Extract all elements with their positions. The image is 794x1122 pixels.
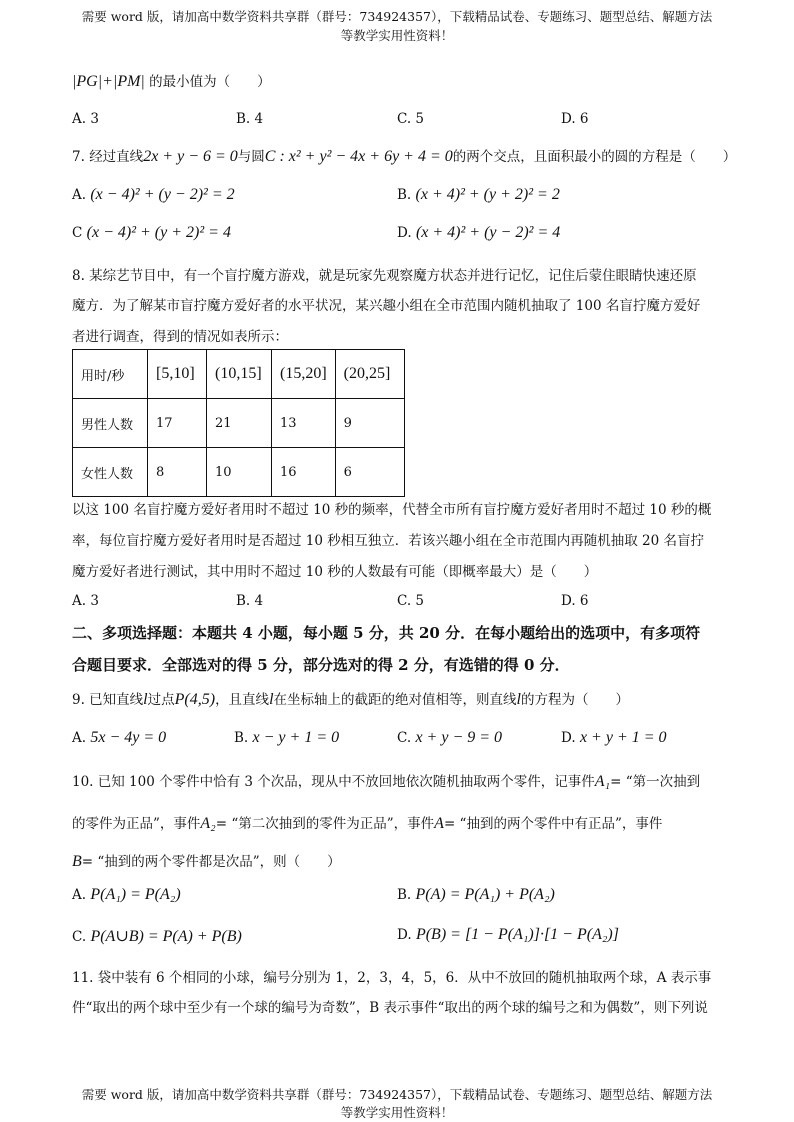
q7-number: 7. (72, 149, 85, 165)
q10-event-a1: A₁ (594, 773, 611, 790)
q8-table-header: (20,25] (335, 350, 404, 399)
section2-heading-line-2: 合题目要求．全部选对的得 5 分，部分选对的得 2 分，有选错的得 0 分． (72, 656, 570, 674)
q10-option-a-expr: P(A₁) = P(A₂) (90, 886, 181, 903)
q7-option-b-label: B. (397, 187, 412, 203)
q8-option-d: D. 6 (561, 593, 589, 609)
q8-table-header: (10,15] (207, 350, 272, 399)
q8-table (72, 349, 405, 497)
q10-line-2-mid: = “第二次抽到的零件为正品”，事件 (215, 816, 435, 832)
q7-option-d-label: D. (397, 225, 412, 241)
q7-option-c (72, 224, 231, 242)
q9-point: P(4,5) (174, 691, 216, 708)
q8-line-3: 者进行调查，得到的情况如表所示： (72, 329, 288, 345)
q9-pre: 9. 已知直线 (72, 692, 144, 708)
q9-option-b (234, 729, 339, 747)
header-line-2: 等教学实用性资料！ (340, 28, 454, 43)
q10-event-a: A (434, 815, 444, 832)
q8-table-cell: 17 (148, 399, 207, 448)
q8-table-cell: 6 (335, 448, 404, 497)
q9-line-symbol: l (143, 691, 148, 708)
q10-option-c (72, 926, 242, 946)
q8-table-cell: 21 (207, 399, 272, 448)
q10-option-b (397, 886, 555, 904)
q7-mid: 与圆 (237, 149, 265, 165)
section2-heading-line-1: 二、多项选择题：本题共 4 小题，每小题 5 分，共 20 分．在每小题给出的选项中，有多项符 (72, 624, 701, 642)
q8-table-header-row (73, 350, 405, 399)
q10-option-b-expr: P(A) = P(A₁) + P(A₂) (415, 886, 555, 903)
q9-line-symbol: l (269, 691, 274, 708)
q7-pre: 经过直线 (89, 149, 144, 165)
q9-option-c-expr: x + y − 9 = 0 (415, 729, 503, 746)
q8-line-4: 以这 100 名盲拧魔方爱好者用时不超过 10 秒的频率，代替全市所有盲拧魔方爱好者用时不超过 10 秒的概 (72, 502, 712, 518)
q8-line-1: 8. 某综艺节目中，有一个盲拧魔方游戏，就是玩家先观察魔方状态并进行记忆，记住后蒙住眼睛快速还原 (72, 268, 697, 284)
q10-line-1-post: = “第一次抽到 (610, 774, 701, 790)
q8-table-header: 用时/秒 (73, 350, 148, 399)
q8-table-cell: 男性人数 (73, 399, 148, 448)
q9-option-a-label: A. (72, 730, 87, 746)
q8-option-c: C. 5 (397, 593, 425, 609)
q7-option-a (72, 186, 235, 204)
q8-table-row (73, 399, 405, 448)
q9-option-c-label: C. (397, 730, 412, 746)
q7-option-c-label: C (72, 225, 83, 241)
q10-option-b-label: B. (397, 887, 412, 903)
q8-table-row (73, 448, 405, 497)
q9-mid-1: 过点 (147, 692, 175, 708)
q10-option-d-label: D. (397, 927, 412, 943)
q8-line-2: 魔方．为了解某市盲拧魔方爱好者的水平状况，某兴趣小组在全市范围内随机抽取了 100 名盲拧魔方爱好 (72, 298, 701, 314)
q9-mid-3: 在坐标轴上的截距的绝对值相等，则直线 (273, 692, 517, 708)
q9-option-c (397, 729, 502, 747)
q7-option-d (397, 224, 560, 242)
q10-option-a-label: A. (72, 887, 87, 903)
q8-table-cell: 9 (335, 399, 404, 448)
q10-line-3 (72, 850, 341, 871)
q9-stem (72, 688, 629, 709)
q8-table-cell: 8 (148, 448, 207, 497)
q10-option-d-expr: P(B) = [1 − P(A₁)]·[1 − P(A₂)] (415, 926, 619, 943)
q11-line-1: 11. 袋中装有 6 个相同的小球，编号分别为 1，2，3，4，5，6．从中不放回的随机抽取两个球，A 表示事 (72, 970, 712, 986)
q10-line-1-pre: 10. 已知 100 个零件中恰有 3 个次品，现从中不放回地依次随机抽取两个零件，记事件 (72, 774, 595, 790)
q9-option-d-expr: x + y + 1 = 0 (579, 729, 667, 746)
q6-option-d: D. 6 (561, 111, 589, 127)
header-line-1: 需要 word 版，请加高中数学资料共享群（群号：734924357），下载精品试卷、专题练习、题型总结、解题方法 (81, 9, 713, 24)
q6-option-a: A. 3 (72, 111, 99, 127)
q6-option-c: C. 5 (397, 111, 425, 127)
q8-option-b: B. 4 (236, 593, 264, 609)
q8-option-a: A. 3 (72, 593, 99, 609)
q7-option-b (397, 186, 560, 204)
q7-circle-equation: C : x² + y² − 4x + 6y + 4 = 0 (264, 148, 453, 165)
q8-line-5: 率，每位盲拧魔方爱好者用时是否超过 10 秒相互独立．若该兴趣小组在全市范围内再随机抽取 20 名盲拧 (72, 533, 705, 549)
q9-line-symbol: l (516, 691, 521, 708)
q6-option-b: B. 4 (236, 111, 264, 127)
footer-line-2: 等教学实用性资料！ (340, 1105, 454, 1120)
q9-option-d-label: D. (561, 730, 576, 746)
q10-line-3-post: = “抽到的两个零件都是次品”，则（ ） (81, 854, 341, 870)
q7-line-equation: 2x + y − 6 = 0 (143, 148, 238, 165)
q10-option-a (72, 886, 181, 904)
q10-line-2 (72, 812, 662, 833)
q10-line-2-pre: 的零件为正品”，事件 (72, 816, 201, 832)
q7-option-a-label: A. (72, 187, 87, 203)
q10-line-1 (72, 770, 700, 791)
q10-option-d (397, 926, 619, 944)
q7-option-c-expr: (x − 4)² + (y + 2)² = 4 (86, 224, 231, 241)
q10-option-c-label: C. (72, 929, 87, 945)
q9-mid-2: ，且直线 (215, 692, 270, 708)
q6-stem (72, 70, 271, 91)
q9-option-d (561, 729, 667, 747)
q10-event-b: B (72, 853, 82, 870)
q7-post: 的两个交点，且面积最小的圆的方程是（ ） (452, 149, 737, 165)
q9-option-a-expr: 5x − 4y = 0 (90, 729, 167, 746)
q6-text: 的最小值为（ ） (149, 74, 271, 90)
q8-table-header: [5,10] (148, 350, 207, 399)
q9-option-b-label: B. (234, 730, 249, 746)
q8-table-cell: 10 (207, 448, 272, 497)
q8-table-cell: 女性人数 (73, 448, 148, 497)
q10-event-a2: A₂ (200, 815, 216, 832)
q7-option-b-expr: (x + 4)² + (y + 2)² = 2 (415, 186, 560, 203)
q10-option-c-expr: P(A∪B) = P(A) + P(B) (90, 928, 242, 945)
q7-option-a-expr: (x − 4)² + (y − 2)² = 2 (90, 186, 235, 203)
q8-table-cell: 13 (272, 399, 336, 448)
q8-line-6: 魔方爱好者进行测试，其中用时不超过 10 秒的人数最有可能（即概率最大）是（ ） (72, 564, 598, 580)
q11-line-2: 件“取出的两个球中至少有一个球的编号为奇数”，B 表示事件“取出的两个球的编号之和为偶数”，则下列说 (72, 1000, 708, 1016)
q9-option-a (72, 729, 166, 747)
footer-line-1: 需要 word 版，请加高中数学资料共享群（群号：734924357），下载精品试卷、专题练习、题型总结、解题方法 (81, 1087, 713, 1102)
q6-expression: |PG|+|PM| (72, 73, 145, 90)
q10-line-2-post: = “抽到的两个零件中有正品”，事件 (443, 816, 663, 832)
q8-table-cell: 16 (272, 448, 336, 497)
q8-table-header: (15,20] (272, 350, 336, 399)
q9-option-b-expr: x − y + 1 = 0 (252, 729, 340, 746)
q7-stem (72, 145, 736, 166)
q7-option-d-expr: (x + 4)² + (y − 2)² = 4 (415, 224, 561, 241)
q9-post: 的方程为（ ） (520, 692, 629, 708)
